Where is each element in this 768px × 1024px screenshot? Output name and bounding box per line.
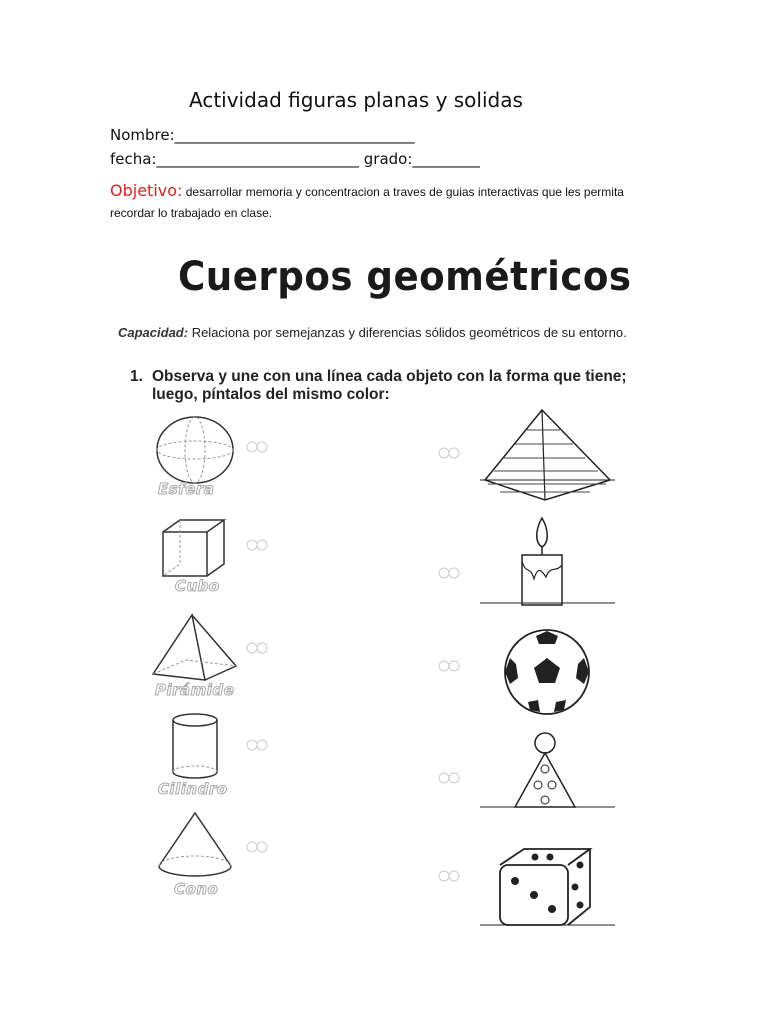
soccer-ball-icon (502, 628, 594, 716)
worksheet-heading: Cuerpos geométricos (178, 254, 632, 300)
fecha-grado-field-line: fecha:___________________________ grado:_________ (110, 150, 480, 168)
connect-dot-right-4[interactable] (434, 770, 464, 786)
party-hat-icon (480, 725, 615, 820)
capacidad-line (118, 325, 627, 340)
cylinder-icon (170, 712, 225, 780)
shape-label-cilindro: Cilindro (158, 780, 228, 798)
pyramid-building-icon (480, 408, 615, 503)
instruction-line-2: luego, píntalos del mismo color: (152, 386, 390, 403)
nombre-field-line: Nombre:________________________________ (110, 126, 415, 144)
capacidad-text: Relaciona por semejanzas y diferencias sólidos geométricos de su entorno. (188, 325, 627, 340)
cube-icon (160, 518, 230, 580)
objetivo-paragraph (110, 180, 670, 224)
cone-icon (155, 810, 235, 880)
connect-dot-right-5[interactable] (434, 868, 464, 884)
shape-label-cubo: Cubo (175, 577, 220, 595)
objetivo-label: Objetivo: (110, 181, 183, 200)
connect-dot-left-3[interactable] (244, 640, 274, 656)
page-title: Actividad figuras planas y solidas (189, 88, 523, 112)
sphere-icon (155, 415, 235, 485)
pyramid-icon (150, 612, 240, 682)
capacidad-label: Capacidad: (118, 325, 189, 340)
instruction-number: 1. (130, 368, 143, 385)
shape-label-cono: Cono (174, 880, 219, 898)
connect-dot-right-2[interactable] (434, 565, 464, 581)
dice-icon (480, 845, 615, 930)
connect-dot-left-1[interactable] (244, 439, 274, 455)
candle-icon (480, 515, 615, 610)
instruction (130, 368, 627, 404)
instruction-line-1: Observa y une con una línea cada objeto con la forma que tiene; (152, 368, 627, 385)
connect-dot-left-2[interactable] (244, 537, 274, 553)
connect-dot-right-1[interactable] (434, 445, 464, 461)
connect-dot-right-3[interactable] (434, 658, 464, 674)
shape-label-esfera: Esfera (158, 480, 215, 498)
objetivo-text: desarrollar memoria y concentracion a traves de guias interactivas que les permita recordar lo trabajado en clase. (110, 185, 624, 220)
connect-dot-left-5[interactable] (244, 839, 274, 855)
connect-dot-left-4[interactable] (244, 737, 274, 753)
shape-label-piramide: Pirámide (155, 681, 235, 699)
